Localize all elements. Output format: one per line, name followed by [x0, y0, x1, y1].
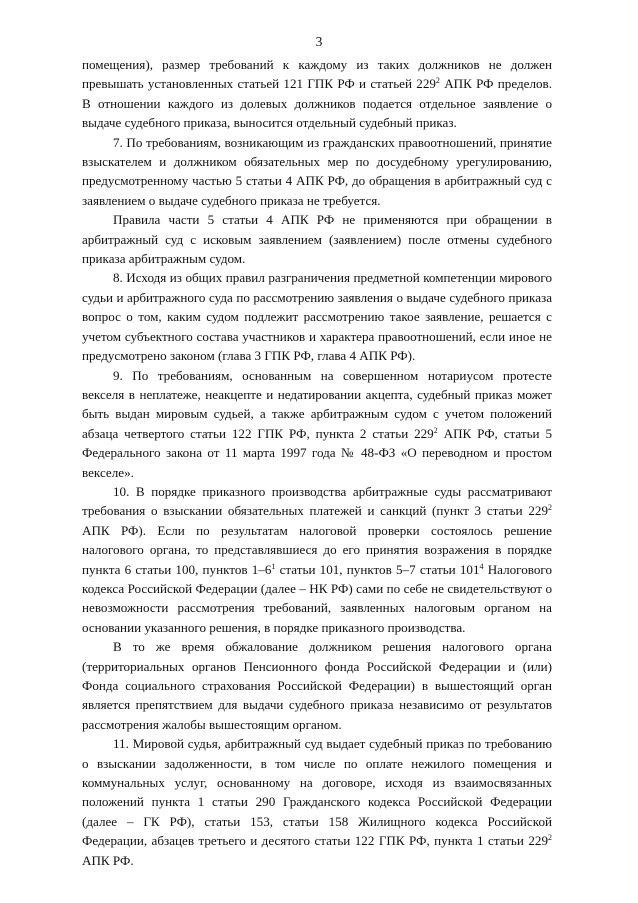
paragraph-continuation	[82, 55, 552, 133]
text-run: 11. Мировой судья, арбитражный суд выдает судебный приказ по требованию о взыскании задолженности, в том числе по оплате нежилого помещения и коммунальных услуг, основанному на договоре, исходя из взаимосвязанных положений пункта 1 статьи 290 Гражданского кодекса Российской Федерации (далее – ГК РФ), статьи 153, статьи 158 Жилищного кодекса Российской Федерации, абзацев третьего и десятого статьи 122 ГПК РФ, пункта 1 статьи 229	[82, 736, 552, 849]
superscript: 2	[433, 425, 438, 435]
paragraph-item-7-rule	[82, 210, 552, 268]
text-run: 7. По требованиям, возникающим из гражданских правоотношений, принятие взыскателем и должником обязательных мер по досудебному урегулированию, предусмотренному частью 5 статьи 4 АПК РФ, до обращения в арбитражный суд с заявлением о выдаче судебного приказа не требуется.	[82, 134, 552, 208]
text-run: АПК РФ). Если по результатам налоговой проверки состоялось решение налогового органа, то представлявшиеся до его принятия возражения в порядке пункта 6 статьи 100, пунктов 1–6	[82, 522, 552, 577]
superscript: 2	[548, 833, 552, 843]
text-run: В то же время обжалование должником решения налогового органа (территориальных органов Пенсионного фонда Российской Федерации и (или) Фонда социального страхования Российской Федерации) в вышестоящий орган является препятствием для выдачи судебного приказа независимо от результатов рассмотрения жалобы вышестоящим органом.	[82, 639, 552, 732]
text-run: 10. В порядке приказного производства арбитражные суды рассматривают требования о взыскании обязательных платежей и санкций (пункт 3 статьи 229	[82, 483, 552, 519]
superscript: 2	[548, 503, 552, 513]
text-run: АПК РФ пределов. В отношении каждого из долевых должников подается отдельное заявление о выдаче судебного приказа, выносится отдельный судебный приказ.	[82, 76, 552, 131]
text-run: Налогового кодекса Российской Федерации (далее – НК РФ) сами по себе не свидетельствуют о невозможности рассмотрения требований, заявленных налоговым органом на основании указанного решения, в порядке приказного производства.	[82, 561, 552, 635]
text-run: статьи 101, пунктов 5–7 статьи 101	[275, 561, 480, 577]
paragraph-item-10-appeal	[82, 637, 552, 734]
text-run: 8. Исходя из общих правил разграничения предметной компетенции мирового судьи и арбитражного суда по рассмотрению заявления о выдаче судебного приказа вопрос о том, каким судом подлежит рассмотрению такое заявление, решается с учетом субъектного состава участников и характера правоотношений, если иное не предусмотрено законом (глава 3 ГПК РФ, глава 4 АПК РФ).	[82, 270, 552, 364]
superscript: 4	[479, 561, 484, 571]
text-body	[82, 55, 552, 870]
superscript: 2	[435, 76, 440, 86]
text-run: АПК РФ.	[82, 852, 134, 868]
paragraph-item-7	[82, 133, 552, 211]
text-run: помещения), размер требований к каждому из таких должников не должен превышать установленных статьей 121 ГПК РФ и статьей 229	[82, 57, 552, 92]
superscript: 1	[271, 561, 276, 571]
page-number: 3	[315, 34, 323, 49]
paragraph-item-8	[82, 268, 552, 365]
paragraph-item-9	[82, 366, 552, 482]
text-run: 9. По требованиям, основанным на совершенном нотариусом протесте векселя в неплатеже, неакцепте и недатировании акцепта, судебный приказ может быть выдан мировым судьей, а также арбитражным судом с учетом положений абзаца четвертого статьи 122 ГПК РФ, пункта 2 статьи 229	[82, 367, 552, 441]
text-run: Правила части 5 статьи 4 АПК РФ не применяются при обращении в арбитражный суд с исковым заявлением (заявлением) после отмены судебного приказа арбитражным судом.	[82, 212, 552, 267]
paragraph-item-10	[82, 482, 552, 637]
text-run: АПК РФ, статьи 5 Федерального закона от 11 марта 1997 года № 48-ФЗ «О переводном и простом векселе».	[82, 425, 552, 480]
paragraph-item-11	[82, 734, 552, 870]
